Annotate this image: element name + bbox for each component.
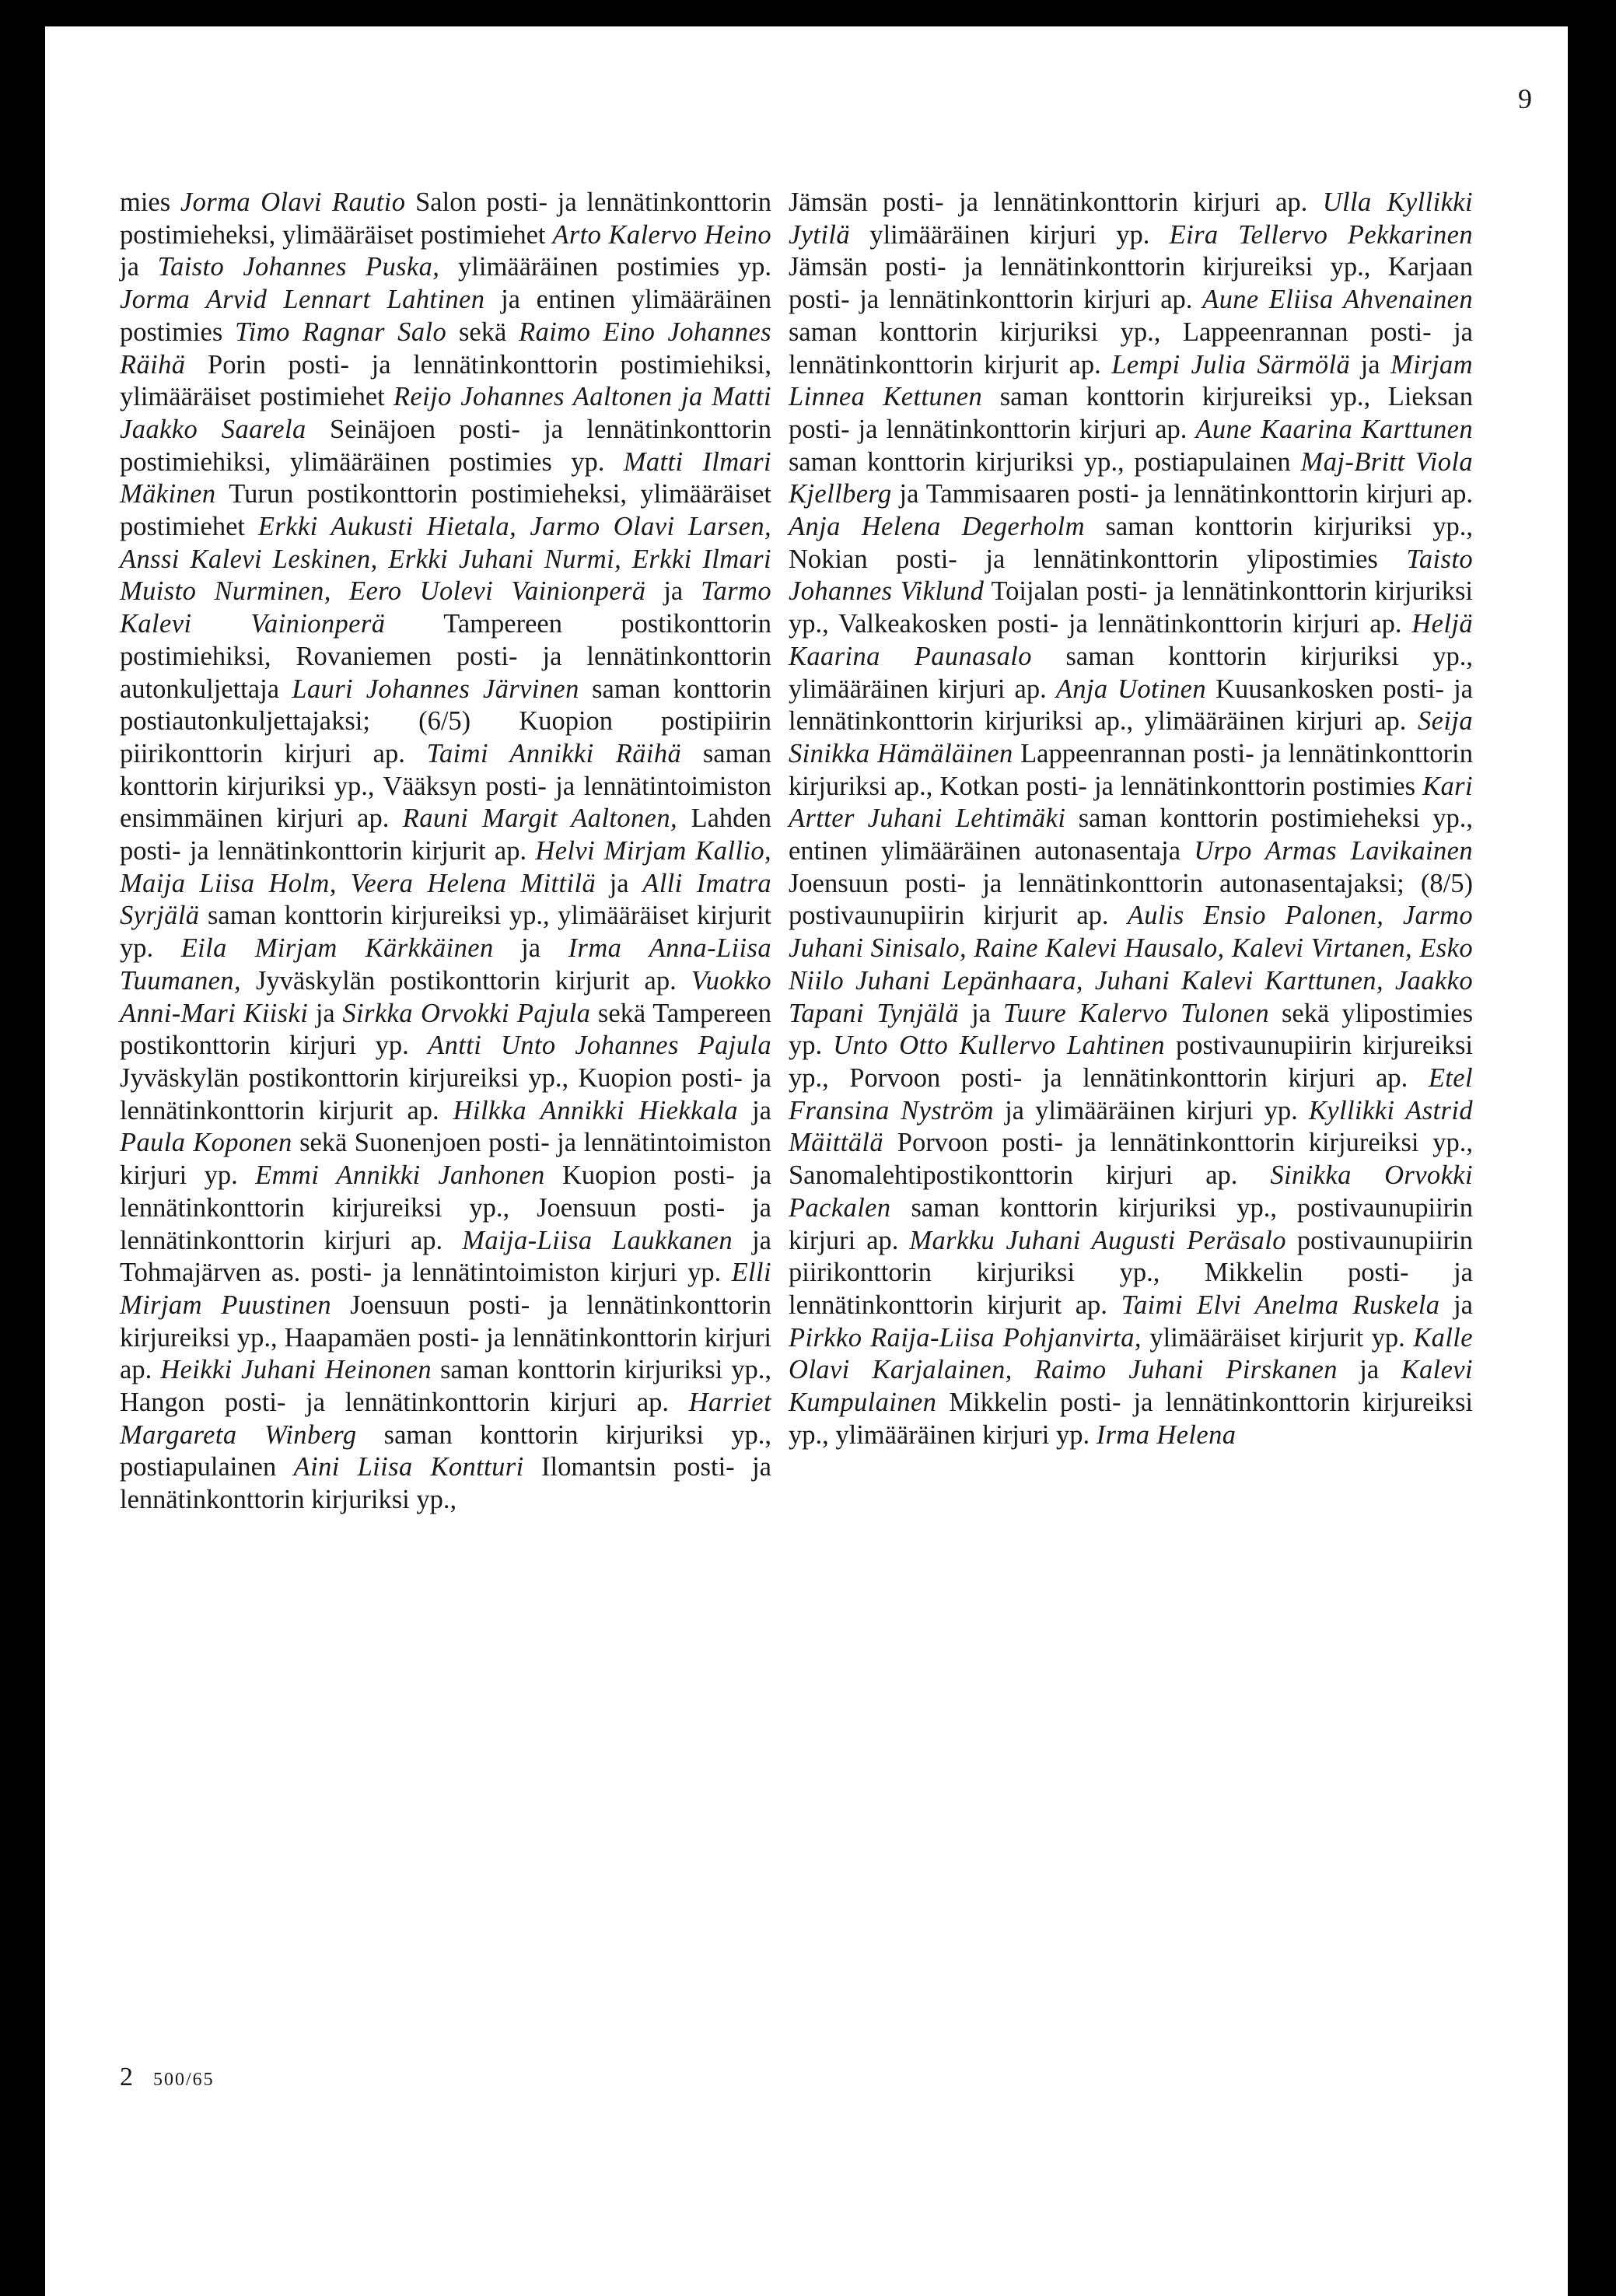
text-run: ylimääräinen postimies yp. bbox=[439, 252, 772, 282]
text-run: Joensuun posti- ja lennätinkonttorin kirjureiksi yp., Haapamäen posti- ja lennätinkonttorin kirjuri ap. bbox=[120, 1290, 771, 1385]
footer-sheet-number: 2 bbox=[120, 2063, 133, 2091]
text-run: mies bbox=[120, 187, 180, 217]
person-name: Irma Anna-Liisa Tuumanen, bbox=[120, 933, 771, 996]
person-name: Unto Otto Kullervo Lahtinen bbox=[833, 1031, 1165, 1061]
person-name: Sirkka Orvokki Pajula bbox=[342, 998, 591, 1028]
footer bbox=[120, 2063, 215, 2092]
text-run: Porin posti- ja lennätinkonttorin postimiehiksi, ylimääräiset postimiehet bbox=[120, 349, 771, 412]
person-name: Markku Juhani Augusti Peräsalo bbox=[909, 1225, 1286, 1255]
text-run: ja bbox=[959, 998, 1003, 1028]
person-name: Raimo Eino Johannes Räihä bbox=[120, 317, 771, 380]
text-run: Toijalan posti- ja lennätinkonttorin kirjuriksi yp., Valkeakosken posti- ja lennätinkonttorin kirjuri ap. bbox=[789, 576, 1474, 639]
person-name: Matti Ilmari Mäkinen bbox=[120, 446, 771, 509]
text-run: Lahden posti- ja lennätinkonttorin kirjurit ap. bbox=[120, 803, 771, 866]
text-run: ja bbox=[645, 576, 701, 607]
person-name: Taisto Johannes Puska, bbox=[157, 252, 440, 282]
text-run: ja bbox=[1350, 349, 1391, 380]
person-name: Timo Ragnar Salo bbox=[235, 317, 447, 347]
person-name: Aulis Ensio Palonen, Jarmo Juhani Sinisalo, Raine Kalevi Hausalo, Kalevi Virtanen, Esko Niilo Juhani Lepänhaara, Juhani Kalevi Karttunen, Jaakko Tapani Tynjälä bbox=[789, 901, 1473, 1028]
person-name: Vuokko Anni-Mari Kiiski bbox=[120, 965, 771, 1028]
person-name: Lauri Johannes Järvinen bbox=[292, 674, 579, 704]
text-run: postivaunupiirin piirikonttorin kirjuriksi yp., Mikkelin posti- ja lennätinkonttorin kirjurit ap. bbox=[789, 1225, 1474, 1320]
person-name: Kalle Olavi Karjalainen, Raimo Juhani Pirskanen bbox=[789, 1322, 1473, 1385]
person-name: Maj-Britt Viola Kjellberg bbox=[789, 446, 1473, 509]
text-run: Turun postikonttorin postimieheksi, ylimääräiset postimiehet bbox=[120, 479, 771, 542]
person-name: Reijo Johannes Aaltonen ja Matti Jaakko Saarela bbox=[120, 382, 771, 444]
text-run: Porvoon posti- ja lennätinkonttorin kirjureiksi yp., Sanomalehtipostikonttorin kirjuri ap. bbox=[789, 1128, 1473, 1191]
person-name: Helvi Mirjam Kallio, Maija Liisa Holm, Veera Helena Mittilä bbox=[120, 836, 771, 898]
text-run: ja bbox=[308, 998, 343, 1028]
text-run: saman konttorin kirjuriksi yp., Hangon posti- ja lennätinkonttorin kirjuri ap. bbox=[120, 1355, 771, 1418]
text-run: saman konttorin postiautonkuljettajaksi; (6/5) Kuopion postipiirin piirikonttorin kirjuri ap. bbox=[120, 674, 772, 768]
person-name: Seija Sinikka Hämäläinen bbox=[789, 706, 1473, 768]
text-run: saman konttorin postimieheksi yp., entinen ylimääräinen autonasentaja bbox=[789, 803, 1473, 866]
text-run: ja bbox=[738, 1095, 771, 1125]
person-name: Harriet Margareta Winberg bbox=[120, 1388, 771, 1450]
text-run: ylimääräinen kirjuri yp. bbox=[850, 219, 1170, 250]
text-run: saman konttorin kirjuriksi yp., Nokian posti- ja lennätinkonttorin ylipostimies bbox=[789, 512, 1473, 574]
person-name: Aune Eliisa Ahvenainen bbox=[1202, 285, 1473, 315]
person-name: Paula Koponen bbox=[120, 1128, 292, 1158]
person-name: Aune Kaarina Karttunen bbox=[1195, 414, 1474, 444]
person-name: Arto Kalervo Heino bbox=[552, 219, 771, 250]
person-name: Emmi Annikki Janhonen bbox=[255, 1160, 545, 1191]
person-name: Kalevi Kumpulainen bbox=[789, 1355, 1473, 1418]
person-name: Anja Uotinen bbox=[1055, 674, 1207, 704]
text-run: saman konttorin kirjuriksi yp., postiapulainen bbox=[120, 1419, 771, 1482]
text-run: ja bbox=[1439, 1290, 1473, 1320]
person-name: Hilkka Annikki Hiekkala bbox=[453, 1095, 739, 1125]
text-run: Joensuun posti- ja lennätinkonttorin autonasentajaksi; (8/5) postivaunupiirin kirjurit ap. bbox=[789, 868, 1473, 931]
person-name: Heikki Juhani Heinonen bbox=[160, 1355, 432, 1385]
text-run: sekä bbox=[446, 317, 519, 347]
text-run: ja bbox=[596, 868, 643, 898]
person-name: Irma Helena bbox=[1096, 1419, 1236, 1450]
person-name: Maija-Liisa Laukkanen bbox=[462, 1225, 733, 1255]
text-run: ja entinen ylimääräinen postimies bbox=[120, 285, 771, 347]
person-name: Alli Imatra Syrjälä bbox=[120, 868, 771, 931]
footer-print-code: 500/65 bbox=[153, 2070, 215, 2090]
text-run: saman konttorin kirjureiksi yp., ylimääräiset kirjurit yp. bbox=[120, 901, 771, 964]
text-run: Lappeenrannan posti- ja lennätinkonttorin kirjuriksi ap., Kotkan posti- ja lennätinkonttorin postimies bbox=[789, 738, 1473, 801]
left-column-text bbox=[120, 187, 771, 1517]
text-run: ja Tammisaaren posti- ja lennätinkonttorin kirjuri ap. bbox=[891, 479, 1473, 509]
text-run: sekä Tampereen postikonttorin kirjuri yp. bbox=[120, 998, 771, 1061]
text-run: saman konttorin kirjuriksi yp., Vääksyn posti- ja lennätintoimiston ensimmäinen kirjuri ap. bbox=[120, 738, 771, 834]
person-name: Anja Helena Degerholm bbox=[789, 512, 1085, 542]
text-run: ja bbox=[1337, 1355, 1401, 1385]
right-column bbox=[789, 187, 1473, 1451]
person-name: Urpo Armas Lavikainen bbox=[1194, 836, 1473, 866]
text-run: postivaunupiirin kirjureiksi yp., Porvoon posti- ja lennätinkonttorin kirjuri ap. bbox=[789, 1031, 1473, 1093]
person-name: Rauni Margit Aaltonen, bbox=[402, 803, 678, 834]
text-run: ja bbox=[493, 933, 568, 964]
person-name: Erkki Aukusti Hietala, Jarmo Olavi Larsen, Anssi Kalevi Leskinen, Erkki Juhani Nurmi, Erkki Ilmari Muisto Nurminen, Eero Uolevi Vainionperä bbox=[120, 512, 771, 607]
text-run: Mikkelin posti- ja lennätinkonttorin kirjureiksi yp., ylimääräinen kirjuri yp. bbox=[789, 1388, 1473, 1450]
text-run: ja ylimääräinen kirjuri yp. bbox=[993, 1095, 1309, 1125]
text-run: Jämsän posti- ja lennätinkonttorin kirjureiksi yp., Karjaan posti- ja lennätinkonttorin kirjuri ap. bbox=[789, 252, 1473, 315]
person-name: Eira Tellervo Pekkarinen bbox=[1169, 219, 1473, 250]
text-run: ylimääräiset kirjurit yp. bbox=[1141, 1322, 1414, 1353]
person-name: Jorma Olavi Rautio bbox=[180, 187, 406, 217]
text-run: Jyväskylän postikonttorin kirjureiksi yp., Kuopion posti- ja lennätinkonttorin kirjurit ap. bbox=[120, 1062, 771, 1125]
left-column bbox=[120, 187, 771, 1517]
text-run: sekä Suonenjoen posti- ja lennätintoimiston kirjuri yp. bbox=[120, 1128, 771, 1191]
text-run: saman konttorin kirjuriksi yp., postivaunupiirin kirjuri ap. bbox=[789, 1192, 1473, 1255]
person-name: Kyllikki Astrid Mäittälä bbox=[789, 1095, 1473, 1158]
person-name: Tarmo Kalevi Vainionperä bbox=[120, 576, 771, 639]
document-page bbox=[45, 26, 1568, 2296]
text-run: saman konttorin kirjureiksi yp., Lieksan posti- ja lennätinkonttorin kirjuri ap. bbox=[789, 382, 1473, 444]
person-name: Ulla Kyllikki Jytilä bbox=[789, 187, 1473, 250]
person-name: Taimi Elvi Anelma Ruskela bbox=[1121, 1290, 1440, 1320]
text-run: Seinäjoen posti- ja lennätinkonttorin postimiehiksi, ylimääräinen postimies yp. bbox=[120, 414, 771, 477]
text-run: ja bbox=[120, 252, 158, 282]
text-run: Tampereen postikonttorin postimiehiksi, Rovaniemen posti- ja lennätinkonttorin autonkuljettaja bbox=[120, 609, 771, 704]
person-name: Tuure Kalervo Tulonen bbox=[1003, 998, 1269, 1028]
text-run: ja Tohmajärven as. posti- ja lennätintoimiston kirjuri yp. bbox=[120, 1225, 771, 1288]
person-name: Taisto Johannes Viklund bbox=[789, 544, 1473, 607]
text-run: Ilomantsin posti- ja lennätinkonttorin kirjuriksi yp., bbox=[120, 1452, 771, 1515]
text-run: Jämsän posti- ja lennätinkonttorin kirjuri ap. bbox=[789, 187, 1323, 217]
person-name: Heljä Kaarina Paunasalo bbox=[789, 609, 1473, 671]
person-name: Mirjam Linnea Kettunen bbox=[789, 349, 1473, 412]
person-name: Kari Artter Juhani Lehtimäki bbox=[789, 771, 1473, 834]
text-run: Jyväskylän postikonttorin kirjurit ap. bbox=[241, 965, 691, 996]
right-column-text bbox=[789, 187, 1473, 1451]
text-run: Salon posti- ja lennätinkonttorin postimieheksi, ylimääräiset postimiehet bbox=[120, 187, 771, 250]
person-name: Sinikka Orvokki Packalen bbox=[789, 1160, 1473, 1223]
text-run: saman konttorin kirjuriksi yp., Lappeenrannan posti- ja lennätinkonttorin kirjurit ap. bbox=[789, 317, 1473, 380]
person-name: Jorma Arvid Lennart Lahtinen bbox=[120, 285, 485, 315]
person-name: Eila Mirjam Kärkkäinen bbox=[180, 933, 494, 964]
person-name: Taimi Annikki Räihä bbox=[426, 738, 682, 768]
text-run: saman konttorin kirjuriksi yp., ylimääräinen kirjuri ap. bbox=[789, 641, 1473, 704]
person-name: Pirkko Raija-Liisa Pohjanvirta, bbox=[789, 1322, 1142, 1353]
person-name: Elli Mirjam Puustinen bbox=[120, 1258, 771, 1320]
text-run: Kuusankosken posti- ja lennätinkonttorin kirjuriksi ap., ylimääräinen kirjuri ap. bbox=[789, 674, 1473, 737]
text-run: saman konttorin kirjuriksi yp., postiapulainen bbox=[789, 446, 1301, 477]
text-run: Kuopion posti- ja lennätinkonttorin kirjureiksi yp., Joensuun posti- ja lennätinkonttorin kirjuri ap. bbox=[120, 1160, 772, 1255]
person-name: Lempi Julia Särmölä bbox=[1111, 349, 1351, 380]
person-name: Etel Fransina Nyström bbox=[789, 1062, 1473, 1125]
person-name: Aini Liisa Kontturi bbox=[293, 1452, 524, 1482]
page-number: 9 bbox=[1518, 83, 1532, 114]
person-name: Antti Unto Johannes Pajula bbox=[428, 1031, 772, 1061]
text-run: sekä ylipostimies yp. bbox=[789, 998, 1473, 1061]
